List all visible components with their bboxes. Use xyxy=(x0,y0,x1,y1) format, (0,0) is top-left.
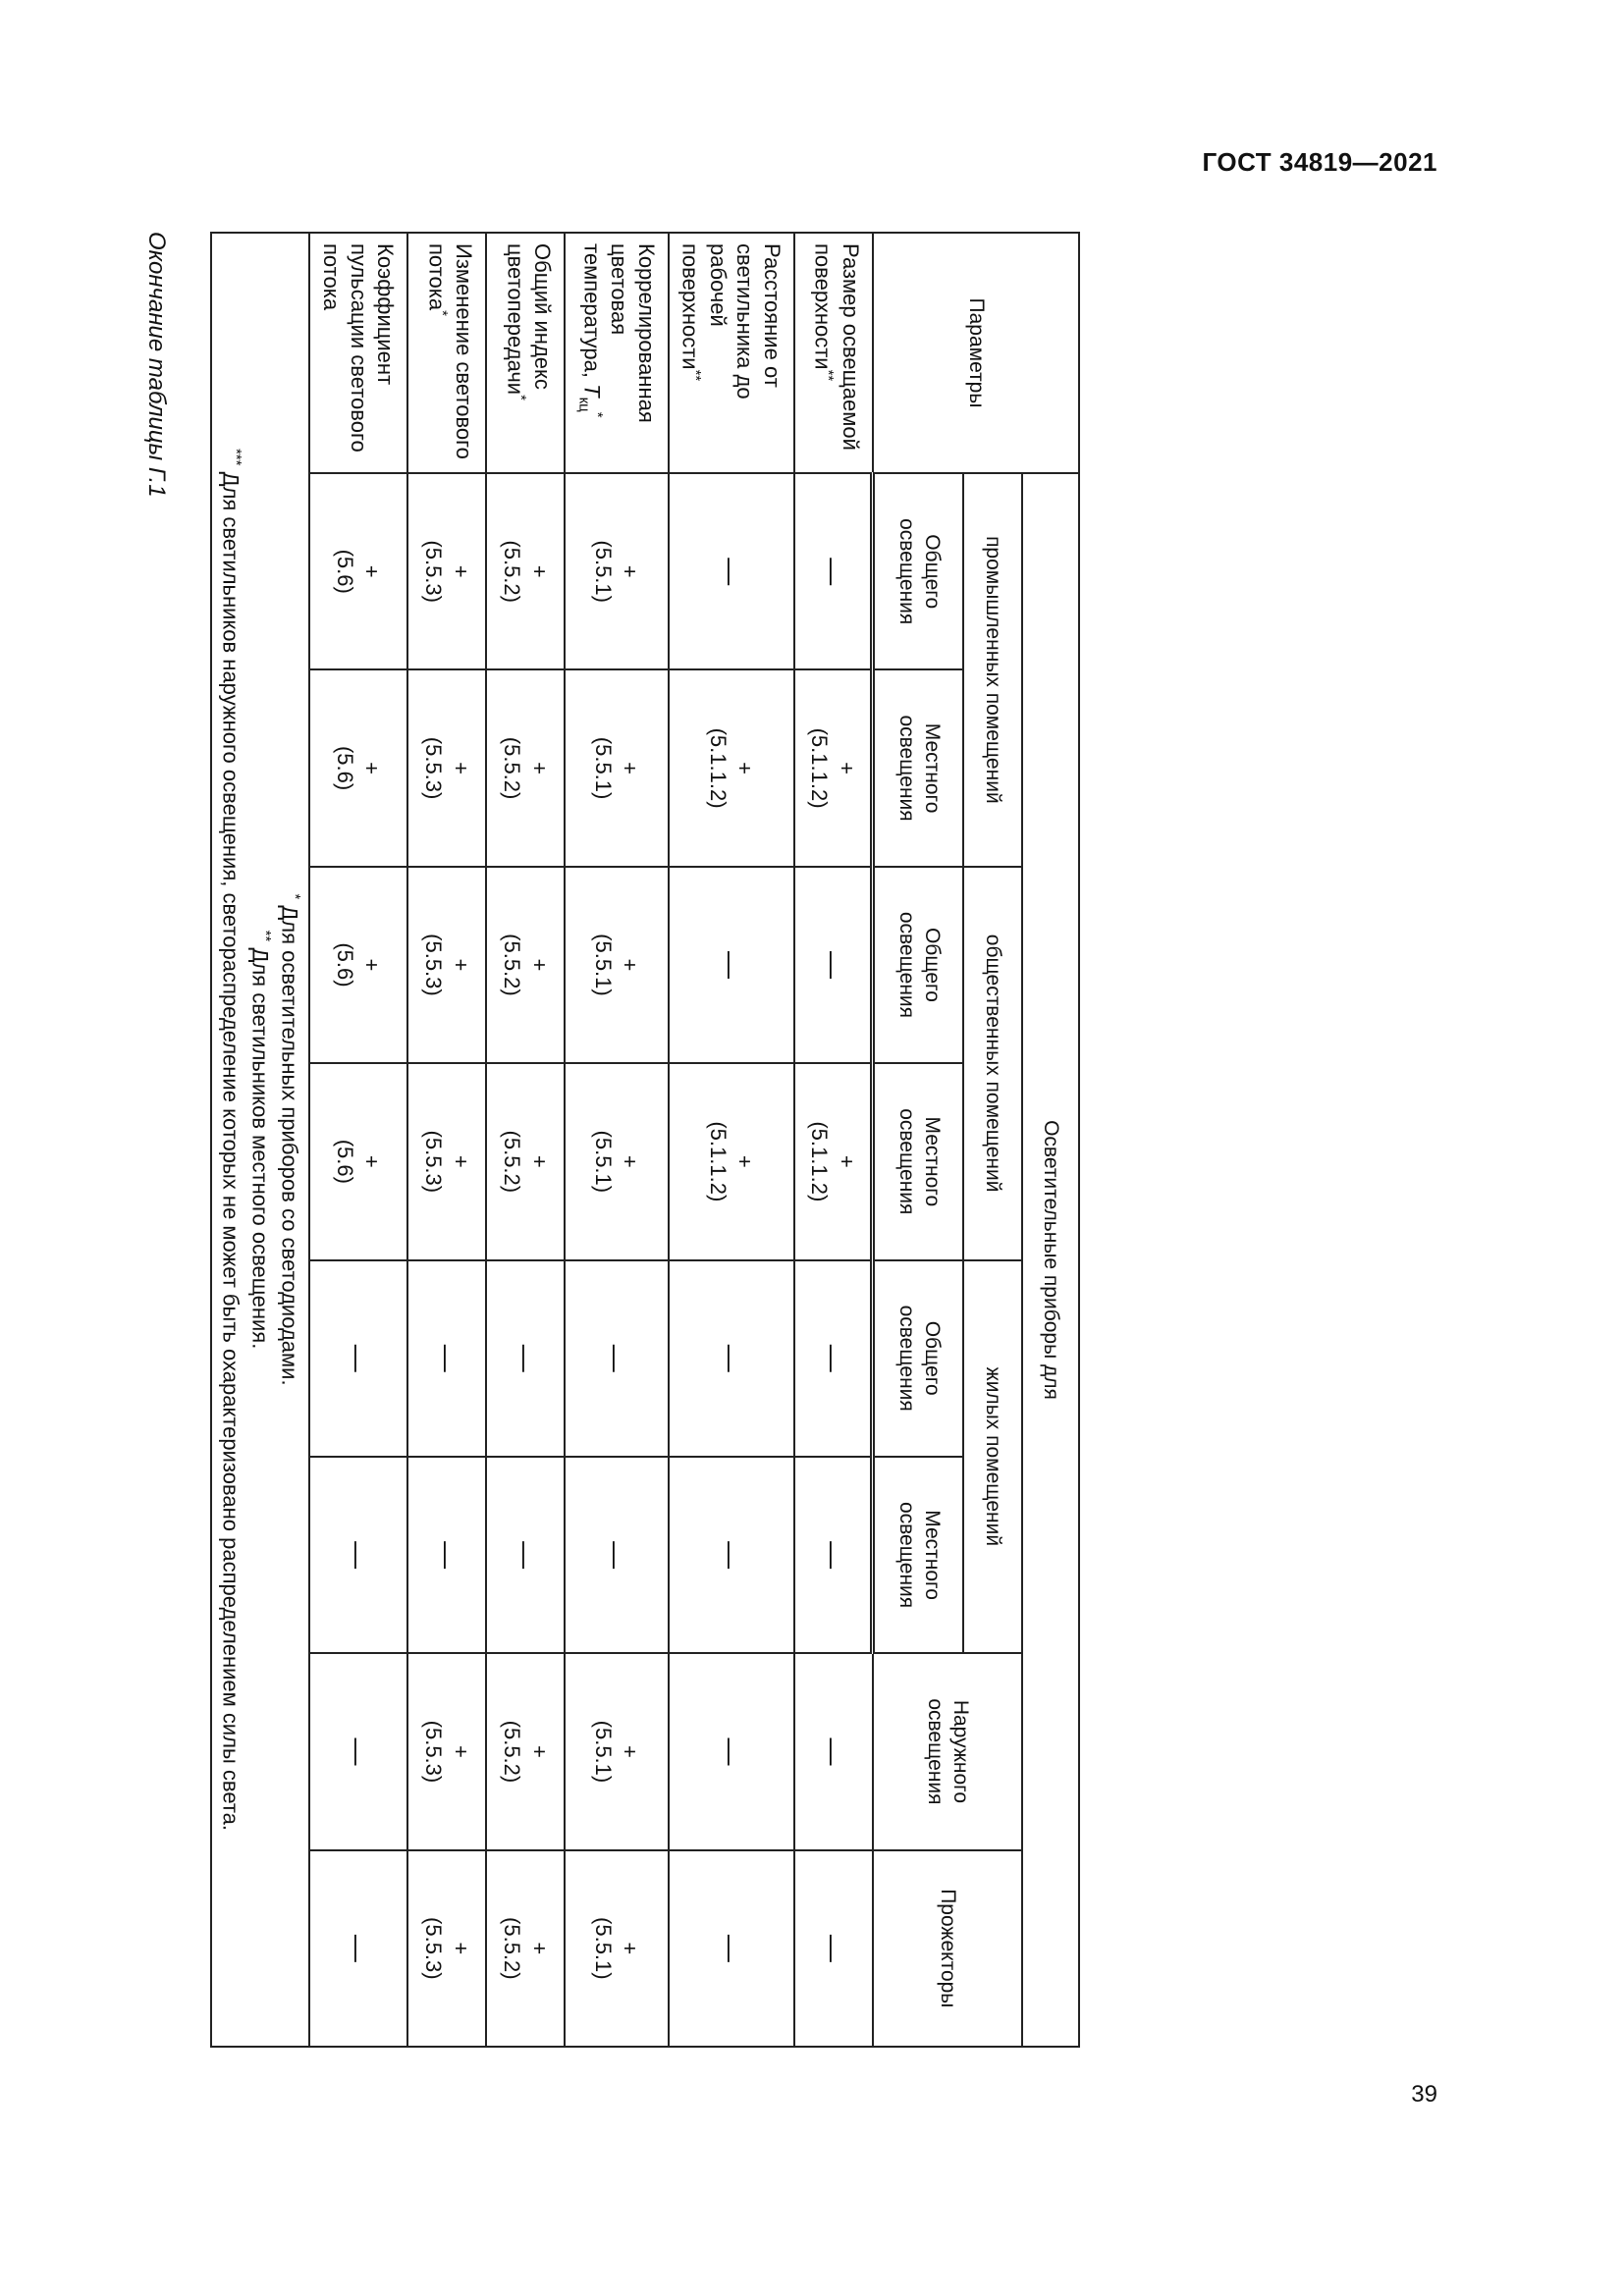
value-cell: — xyxy=(309,1457,408,1653)
header-residential: жилых помещений xyxy=(963,1260,1022,1654)
value-cell: + (5.5.1) xyxy=(565,1063,668,1259)
value-cell: + (5.5.2) xyxy=(486,1653,565,1849)
value-cell: + (5.5.3) xyxy=(407,1653,486,1849)
value-cell: — xyxy=(794,1653,873,1849)
header-local: Местного освещения xyxy=(873,1063,963,1259)
value-cell: + (5.5.3) xyxy=(407,1850,486,2047)
value-cell: + (5.5.1) xyxy=(565,669,668,866)
value-cell: + (5.1.1.2) xyxy=(794,669,873,866)
value-cell: — xyxy=(669,473,794,669)
page-number: 39 xyxy=(1411,2081,1437,2108)
value-cell: + (5.6) xyxy=(309,867,408,1063)
value-cell: — xyxy=(486,1260,565,1457)
value-cell: — xyxy=(486,1457,565,1653)
parameter-name: Коррелированная цветовая температура, $T_{кц}^*$ xyxy=(565,233,668,473)
header-parameters: Параметры xyxy=(873,233,1079,473)
footnote: ** Для светильников местного освещения. xyxy=(247,930,274,1350)
value-cell: — xyxy=(309,1260,408,1457)
table-row xyxy=(669,233,794,2047)
value-cell: — xyxy=(407,1457,486,1653)
value-cell: + (5.6) xyxy=(309,1063,408,1259)
table-container xyxy=(218,232,1080,2048)
value-cell: + (5.5.2) xyxy=(486,1850,565,2047)
value-cell: + (5.5.2) xyxy=(486,867,565,1063)
table-notes xyxy=(211,233,309,2047)
header-industrial: промышленных помещений xyxy=(963,473,1022,867)
value-cell: + (5.5.2) xyxy=(486,669,565,866)
table-row xyxy=(565,233,668,2047)
value-cell: + (5.5.3) xyxy=(407,473,486,669)
footnote: * Для осветительных приборов со светодиодами. xyxy=(277,893,303,1386)
value-cell: — xyxy=(669,1653,794,1849)
value-cell: + (5.6) xyxy=(309,473,408,669)
value-cell: + (5.6) xyxy=(309,669,408,866)
footnote: *** Для светильников наружного освещения, светораспределение которых не может быть охарактеризовано распределением силы света. xyxy=(218,448,244,1832)
footnote-mark: * xyxy=(512,395,529,400)
document-code: ГОСТ 34819—2021 xyxy=(1202,147,1437,177)
value-cell: — xyxy=(794,473,873,669)
value-cell: + (5.5.1) xyxy=(565,1850,668,2047)
table-row xyxy=(407,233,486,2047)
header-general: Общего освещения xyxy=(873,867,963,1063)
header-general: Общего освещения xyxy=(873,1260,963,1457)
value-cell: — xyxy=(669,1457,794,1653)
table-row xyxy=(309,233,408,2047)
value-cell: + (5.5.3) xyxy=(407,867,486,1063)
parameters-table xyxy=(210,232,1080,2048)
parameter-name: Общий индекс цветопередачи* xyxy=(486,233,565,473)
value-cell: — xyxy=(565,1457,668,1653)
rotated-table-block xyxy=(128,232,1080,2048)
parameter-name: Расстояние от светильника до рабочей поверхности** xyxy=(669,233,794,473)
value-cell: — xyxy=(794,1457,873,1653)
value-cell: + (5.5.2) xyxy=(486,1063,565,1259)
header-general: Общего освещения xyxy=(873,473,963,669)
value-cell: — xyxy=(669,1260,794,1457)
value-cell: — xyxy=(794,1850,873,2047)
value-cell: — xyxy=(407,1260,486,1457)
header-local: Местного освещения xyxy=(873,1457,963,1653)
table-row xyxy=(794,233,873,2047)
header-local: Местного освещения xyxy=(873,669,963,866)
value-cell: + (5.5.1) xyxy=(565,473,668,669)
value-cell: — xyxy=(565,1260,668,1457)
footnote-mark: ** xyxy=(687,369,705,382)
header-outdoor: Наружного освещения xyxy=(873,1653,1022,1849)
value-cell: + (5.5.1) xyxy=(565,1653,668,1849)
notes-row xyxy=(211,233,309,2047)
footnote-mark: ** xyxy=(820,369,838,382)
value-cell: — xyxy=(669,1850,794,2047)
footnote-mark: * xyxy=(588,411,606,418)
value-cell: + (5.5.3) xyxy=(407,669,486,866)
value-cell: + (5.5.1) xyxy=(565,867,668,1063)
value-cell: — xyxy=(669,867,794,1063)
value-cell: — xyxy=(309,1850,408,2047)
value-cell: + (5.1.1.2) xyxy=(794,1063,873,1259)
parameter-name: Коэффициент пульсации светового потока xyxy=(309,233,408,473)
value-cell: + (5.5.2) xyxy=(486,473,565,669)
value-cell: + (5.1.1.2) xyxy=(669,1063,794,1259)
footnote-mark: * xyxy=(433,310,451,316)
header-group: Осветительные приборы для xyxy=(1022,473,1079,2047)
value-cell: — xyxy=(794,867,873,1063)
table-caption: Окончание таблицы Г.1 xyxy=(143,232,170,498)
parameter-name: Размер освещаемой поверхности** xyxy=(794,233,873,473)
value-cell: + (5.1.1.2) xyxy=(669,669,794,866)
header-public: общественных помещений xyxy=(963,867,1022,1260)
header-projectors: Прожекторы xyxy=(873,1850,1022,2047)
value-cell: + (5.5.3) xyxy=(407,1063,486,1259)
table-row xyxy=(486,233,565,2047)
value-cell: — xyxy=(309,1653,408,1849)
value-cell: — xyxy=(794,1260,873,1457)
parameter-name: Изменение светового потока* xyxy=(407,233,486,473)
